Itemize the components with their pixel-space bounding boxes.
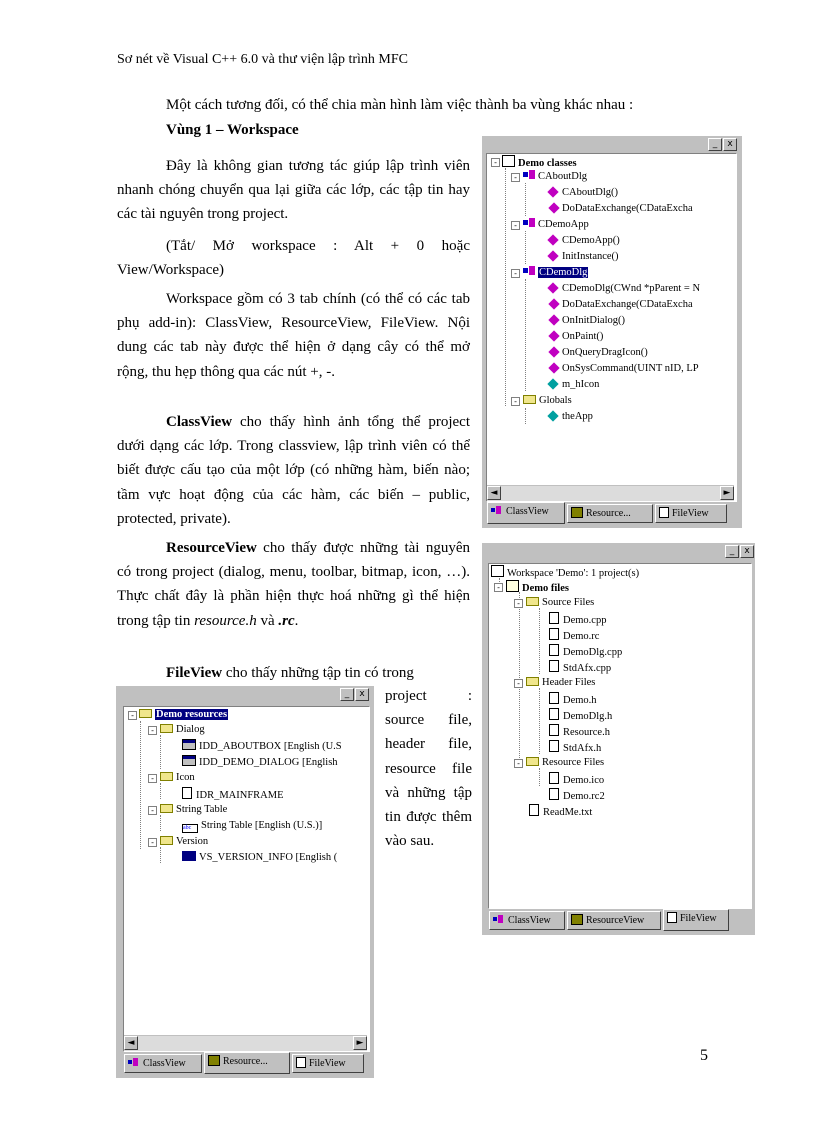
minimize-button[interactable]: _ <box>708 138 722 151</box>
collapse-string-table-icon[interactable]: - <box>148 806 157 815</box>
close-button[interactable]: x <box>355 688 369 701</box>
folder-icon <box>526 677 539 686</box>
tab-fileview[interactable]: FileView <box>292 1054 364 1073</box>
tab-classview[interactable]: ClassView <box>124 1054 202 1073</box>
para6-text: cho thấy những tập tin có trong <box>222 665 414 681</box>
global-variable-icon <box>547 410 558 421</box>
tree-root-demo-classes[interactable]: Demo classes <box>502 155 577 169</box>
tree-method[interactable]: OnSysCommand(UINT nID, LP <box>547 362 699 376</box>
class-icon <box>523 170 535 180</box>
minimize-button[interactable]: _ <box>340 688 354 701</box>
tree-resource-version[interactable]: VS_VERSION_INFO [English ( <box>182 851 337 865</box>
folder-icon <box>160 724 173 733</box>
file-resource-h: resource.h <box>194 612 257 629</box>
tree-folder-header[interactable]: Header Files <box>526 676 595 690</box>
close-button[interactable]: x <box>740 545 754 558</box>
paragraph-workspace-desc <box>117 154 470 227</box>
file-rc: .rc <box>278 612 295 629</box>
folder-icon <box>526 757 539 766</box>
cpp-file-icon <box>549 612 559 624</box>
tree-file[interactable]: Resource.h <box>549 724 610 738</box>
method-icon <box>547 250 558 261</box>
cpp-file-icon <box>549 644 559 656</box>
resourceview-icon <box>571 507 583 518</box>
scroll-left-icon[interactable]: ◄ <box>487 486 501 500</box>
para1-text: Đây là không gian tương tác giúp lập trình viên nhanh chóng chuyển qua lại giữa các lớp, các tập tin hay các tài nguyên trong project. <box>117 158 470 223</box>
para5-text: cho thấy được những tài nguyên có trong project (dialog, menu, toolbar, bitmap, icon, …). Thực chất đây là phần hiện thực hoá những gì thể hiện trong tập tin <box>117 540 470 629</box>
resourceview-icon <box>208 1055 220 1066</box>
intro-paragraph <box>166 93 726 117</box>
classview-titlebar <box>482 136 742 152</box>
tab-resourceview[interactable]: Resource... <box>204 1052 290 1074</box>
tree-file[interactable]: Demo.rc2 <box>549 788 605 802</box>
intro-text: Một cách tương đối, có thể chia màn hình làm việc thành ba vùng khác nhau : <box>166 97 634 113</box>
header-file-icon <box>549 724 559 736</box>
method-icon <box>547 282 558 293</box>
collapse-cdemoapp-icon[interactable]: - <box>511 221 520 230</box>
resourceview-titlebar <box>116 686 374 702</box>
collapse-root-icon[interactable]: - <box>491 158 500 167</box>
para3-text: Workspace gồm có 3 tab chính (có thể có các tab phụ add-in): ClassView, ResourceView, FileView. Nội dung các tab này được thể hiện ở dạng cây có thể mở rộng, thu hẹp thông qua các nút +, -. <box>117 291 470 380</box>
folder-icon <box>160 836 173 845</box>
classview-window <box>482 136 742 528</box>
horizontal-scrollbar[interactable] <box>487 485 734 501</box>
paragraph-classview <box>117 410 470 531</box>
workspace-tabs <box>123 1054 368 1076</box>
resourceview-tree <box>123 706 370 1052</box>
protected-method-icon <box>548 202 559 213</box>
folder-icon <box>160 804 173 813</box>
tree-method[interactable]: CAboutDlg() <box>547 186 618 200</box>
paragraph-resourceview <box>117 536 470 633</box>
tree-folder-globals[interactable]: Globals <box>523 394 572 408</box>
protected-method-icon <box>548 330 559 341</box>
tree-file[interactable]: StdAfx.h <box>549 740 601 754</box>
paragraph-shortcut <box>117 234 470 282</box>
rc-file-icon <box>549 628 559 640</box>
protected-method-icon <box>548 314 559 325</box>
tab-classview[interactable]: ClassView <box>489 911 565 930</box>
workspace-icon <box>491 565 504 577</box>
tab-classview[interactable]: ClassView <box>487 502 565 524</box>
tree-method[interactable]: DoDataExchange(CDataExcha <box>547 298 693 312</box>
resourceview-term: ResourceView <box>166 540 257 556</box>
tree-file[interactable]: Demo.cpp <box>549 612 606 626</box>
tree-method[interactable]: CDemoApp() <box>547 234 620 248</box>
folder-icon <box>160 772 173 781</box>
workspace-tabs <box>488 911 750 933</box>
tab-resourceview[interactable]: ResourceView <box>567 911 661 930</box>
tree-method[interactable]: InitInstance() <box>547 250 619 264</box>
scroll-right-icon[interactable]: ► <box>720 486 734 500</box>
paragraph-fileview-cont <box>385 684 472 853</box>
tree-file[interactable]: Demo.h <box>549 692 597 706</box>
tree-method[interactable]: OnPaint() <box>547 330 603 344</box>
scroll-right-icon[interactable]: ► <box>353 1036 367 1050</box>
protected-method-icon <box>548 346 559 357</box>
tree-folder-dialog[interactable]: Dialog <box>160 723 205 737</box>
collapse-icon-folder-icon[interactable]: - <box>148 774 157 783</box>
tree-resource-dialog[interactable]: IDD_DEMO_DIALOG [English <box>182 755 338 769</box>
tree-root-demo-resources[interactable]: Demo resources <box>139 708 228 722</box>
para4-text: cho thấy hình ảnh tổng thể project dưới dạng các lớp. Trong classview, lập trình viên có thể biết được cấu tạo của một lớp (có những hàm, biến nào; tầm vực hoạt động của các hàm, các biến – public, protected, private). <box>117 414 470 527</box>
tree-file[interactable]: Demo.ico <box>549 772 604 786</box>
ico-file-icon <box>549 772 559 784</box>
fileview-window <box>482 543 755 935</box>
tree-member[interactable]: m_hIcon <box>547 378 599 392</box>
member-variable-icon <box>547 378 558 389</box>
tree-method[interactable]: CDemoDlg(CWnd *pParent = N <box>547 282 700 296</box>
horizontal-scrollbar[interactable] <box>124 1035 367 1051</box>
tree-file-readme[interactable]: ReadMe.txt <box>529 804 592 818</box>
tree-workspace[interactable]: Workspace 'Demo': 1 project(s) <box>491 565 639 579</box>
collapse-source-icon[interactable]: - <box>514 599 523 608</box>
fileview-icon <box>659 507 669 518</box>
tree-class-cdemoapp[interactable]: CDemoApp <box>523 218 589 232</box>
tree-method[interactable]: DoDataExchange(CDataExcha <box>547 202 693 216</box>
tree-file[interactable]: StdAfx.cpp <box>549 660 611 674</box>
collapse-globals-icon[interactable]: - <box>511 397 520 406</box>
resourceview-window <box>116 686 374 1078</box>
close-button[interactable]: x <box>723 138 737 151</box>
tree-resource-icon[interactable]: IDR_MAINFRAME <box>182 787 284 801</box>
protected-method-icon <box>548 298 559 309</box>
paragraph-tabs <box>117 287 470 384</box>
rc2-file-icon <box>549 788 559 800</box>
folder-icon <box>139 709 152 718</box>
para5-end: . <box>294 612 299 629</box>
collapse-cdemodlg-icon[interactable]: - <box>511 269 520 278</box>
collapse-caboutdlg-icon[interactable]: - <box>511 173 520 182</box>
minimize-button[interactable]: _ <box>725 545 739 558</box>
string-table-icon: abc <box>182 824 198 833</box>
method-icon <box>547 234 558 245</box>
section-heading: Vùng 1 – Workspace <box>166 122 299 138</box>
cpp-file-icon <box>549 660 559 672</box>
paragraph-fileview <box>117 661 470 685</box>
tab-fileview[interactable]: FileView <box>655 504 727 523</box>
tree-folder-string-table[interactable]: String Table <box>160 803 227 817</box>
scroll-left-icon[interactable]: ◄ <box>124 1036 138 1050</box>
dialog-resource-icon <box>182 739 196 750</box>
tree-class-cdemodlg[interactable]: CDemoDlg <box>523 266 588 280</box>
method-icon <box>547 186 558 197</box>
tree-class-caboutdlg[interactable]: CAboutDlg <box>523 170 587 184</box>
collapse-header-icon[interactable]: - <box>514 679 523 688</box>
tab-fileview[interactable]: FileView <box>663 909 729 931</box>
tree-project-demo-files[interactable]: Demo files <box>506 580 569 594</box>
tree-folder-resource[interactable]: Resource Files <box>526 756 604 770</box>
tree-file[interactable]: DemoDlg.cpp <box>549 644 622 658</box>
tree-folder-source[interactable]: Source Files <box>526 596 594 610</box>
text-file-icon <box>529 804 539 816</box>
collapse-project-icon[interactable]: - <box>494 583 503 592</box>
version-resource-icon <box>182 851 196 861</box>
tree-global[interactable]: theApp <box>547 410 593 424</box>
collapse-version-icon[interactable]: - <box>148 838 157 847</box>
classview-term: ClassView <box>166 414 233 430</box>
classview-icon <box>128 1057 140 1068</box>
fileview-tree <box>488 563 752 909</box>
folder-icon <box>523 395 536 404</box>
icon-resource-icon <box>182 787 192 799</box>
workspace-icon <box>502 155 515 167</box>
folder-icon <box>526 597 539 606</box>
tree-folder-version[interactable]: Version <box>160 835 208 849</box>
classview-tree <box>486 153 737 502</box>
tree-method[interactable]: OnInitDialog() <box>547 314 625 328</box>
classview-icon <box>493 914 505 925</box>
workspace-tabs <box>486 504 736 526</box>
collapse-dialog-icon[interactable]: - <box>148 726 157 735</box>
collapse-resource-files-icon[interactable]: - <box>514 759 523 768</box>
tree-file[interactable]: Demo.rc <box>549 628 599 642</box>
header-file-icon <box>549 692 559 704</box>
para2-text: (Tắt/ Mở workspace : Alt + 0 hoặc View/Workspace) <box>117 238 470 279</box>
resourceview-icon <box>571 914 583 925</box>
class-icon <box>523 218 535 228</box>
tree-file[interactable]: DemoDlg.h <box>549 708 612 722</box>
dialog-resource-icon <box>182 755 196 766</box>
fileview-titlebar <box>482 543 755 559</box>
tree-resource-dialog[interactable]: IDD_ABOUTBOX [English (U.S <box>182 739 342 753</box>
project-icon <box>506 580 519 592</box>
fileview-icon <box>296 1057 306 1068</box>
classview-icon <box>491 505 503 516</box>
tree-method[interactable]: OnQueryDragIcon() <box>547 346 648 360</box>
fileview-term: FileView <box>166 665 223 681</box>
tab-resourceview[interactable]: Resource... <box>567 504 653 523</box>
tree-folder-icon[interactable]: Icon <box>160 771 195 785</box>
tree-resource-string-table[interactable]: abc String Table [English (U.S.)] <box>183 820 323 831</box>
header-file-icon <box>549 740 559 752</box>
protected-method-icon <box>548 362 559 373</box>
class-icon <box>523 266 535 276</box>
running-header: Sơ nét về Visual C++ 6.0 và thư viện lập trình MFC <box>117 52 409 67</box>
collapse-root-icon[interactable]: - <box>128 711 137 720</box>
para5-and: và <box>256 612 279 629</box>
page-number: 5 <box>700 1047 708 1064</box>
header-file-icon <box>549 708 559 720</box>
fileview-icon <box>667 912 677 923</box>
para6b-text: project : source file, header file, resource file và những tập tin được thêm vào sau. <box>385 688 472 850</box>
